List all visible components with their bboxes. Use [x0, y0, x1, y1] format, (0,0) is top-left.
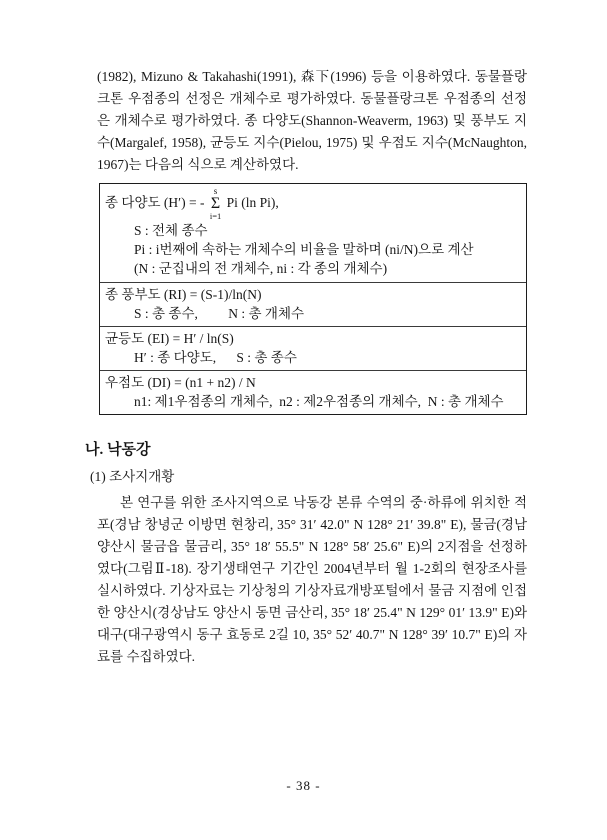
formula-table [99, 183, 527, 415]
diversity-detail-1: S : 전체 종수 [134, 222, 208, 238]
formula-row-dominance [100, 370, 526, 414]
formula-row-richness [100, 282, 526, 326]
dominance-formula: 우점도 (DI) = (n1 + n2) / N [105, 374, 256, 390]
diversity-formula-suffix: Pi (ln Pi), [223, 194, 279, 210]
formula-row-diversity [100, 184, 526, 282]
evenness-detail-1: H′ : 종 다양도, S : 총 종수 [134, 349, 297, 365]
summation-symbol [210, 187, 221, 221]
evenness-formula: 균등도 (EI) = H′ / ln(S) [105, 330, 234, 346]
section-heading-nakdong-river: 나. 낙동강 [85, 441, 151, 458]
page-number: - 38 - [286, 778, 321, 793]
diversity-formula [105, 187, 520, 221]
summation-upper-limit: s [213, 186, 218, 196]
subsection-heading-survey-site: (1) 조사지개황 [90, 468, 175, 484]
summation-lower-limit: i=1 [209, 211, 222, 221]
formula-row-evenness [100, 326, 526, 370]
dominance-detail-1: n1: 제1우점종의 개체수, n2 : 제2우점종의 개체수, N : 총 개체수 [134, 393, 504, 409]
diversity-detail-2: Pi : i번째에 속하는 개체수의 비율을 말하며 (ni/N)으로 계산 [134, 241, 474, 257]
paragraph-survey-site: 본 연구를 위한 조사지역으로 낙동강 본류 수역의 중·하류에 위치한 적포(경남 창녕군 이방면 현창리, 35° 31′ 42.0" N 128° 21′ 39.8" E), 물금(경남 양산시 물금읍 물금리, 35° 18′ 55.5" N 128° 58′ 25.6" E)의 2지점을 선정하였다(그림Ⅱ-18). 장기생태연구 기간인 2004년부터 월 1-2회의 현장조사를 실시하였다. 기상자료는 기상청의 기상자료개방포털에서 물금 지점에 인접한 양산시(경상남도 양산시 동면 금산리, 35° 18′ 25.4" N 129° 01′ 13.9" E)와 대구(대구광역시 동구 효동로 2길 10, 35° 52′ 40.7" N 128° 39′ 10.7" E)의 자료를 수집하였다. [97, 494, 527, 664]
diversity-detail-3: (N : 군집내의 전 개체수, ni : 각 종의 개체수) [134, 260, 388, 276]
diversity-formula-prefix: 종 다양도 (H′) = - [105, 194, 208, 210]
sigma-glyph: Σ [210, 195, 221, 212]
richness-detail-1: S : 총 종수, N : 총 개체수 [134, 305, 305, 321]
paragraph-methods: (1982), Mizuno & Takahashi(1991), 森下(1996) 등을 이용하였다. 동물플랑크톤 우점종의 선정은 개체수로 평가하였다. 동물플랑크톤 우점종의 선정은 개체수로 평가하였다. 종 다양도(Shannon-Weaverm, 1963) 및 풍부도 지수(Margalef, 1958), 균등도 지수(Pielou, 1975) 및 우점도 지수(McNaughton, 1967)는 다음의 식으로 계산하였다. [97, 69, 527, 172]
richness-formula: 종 풍부도 (RI) = (S-1)/ln(N) [105, 286, 262, 302]
